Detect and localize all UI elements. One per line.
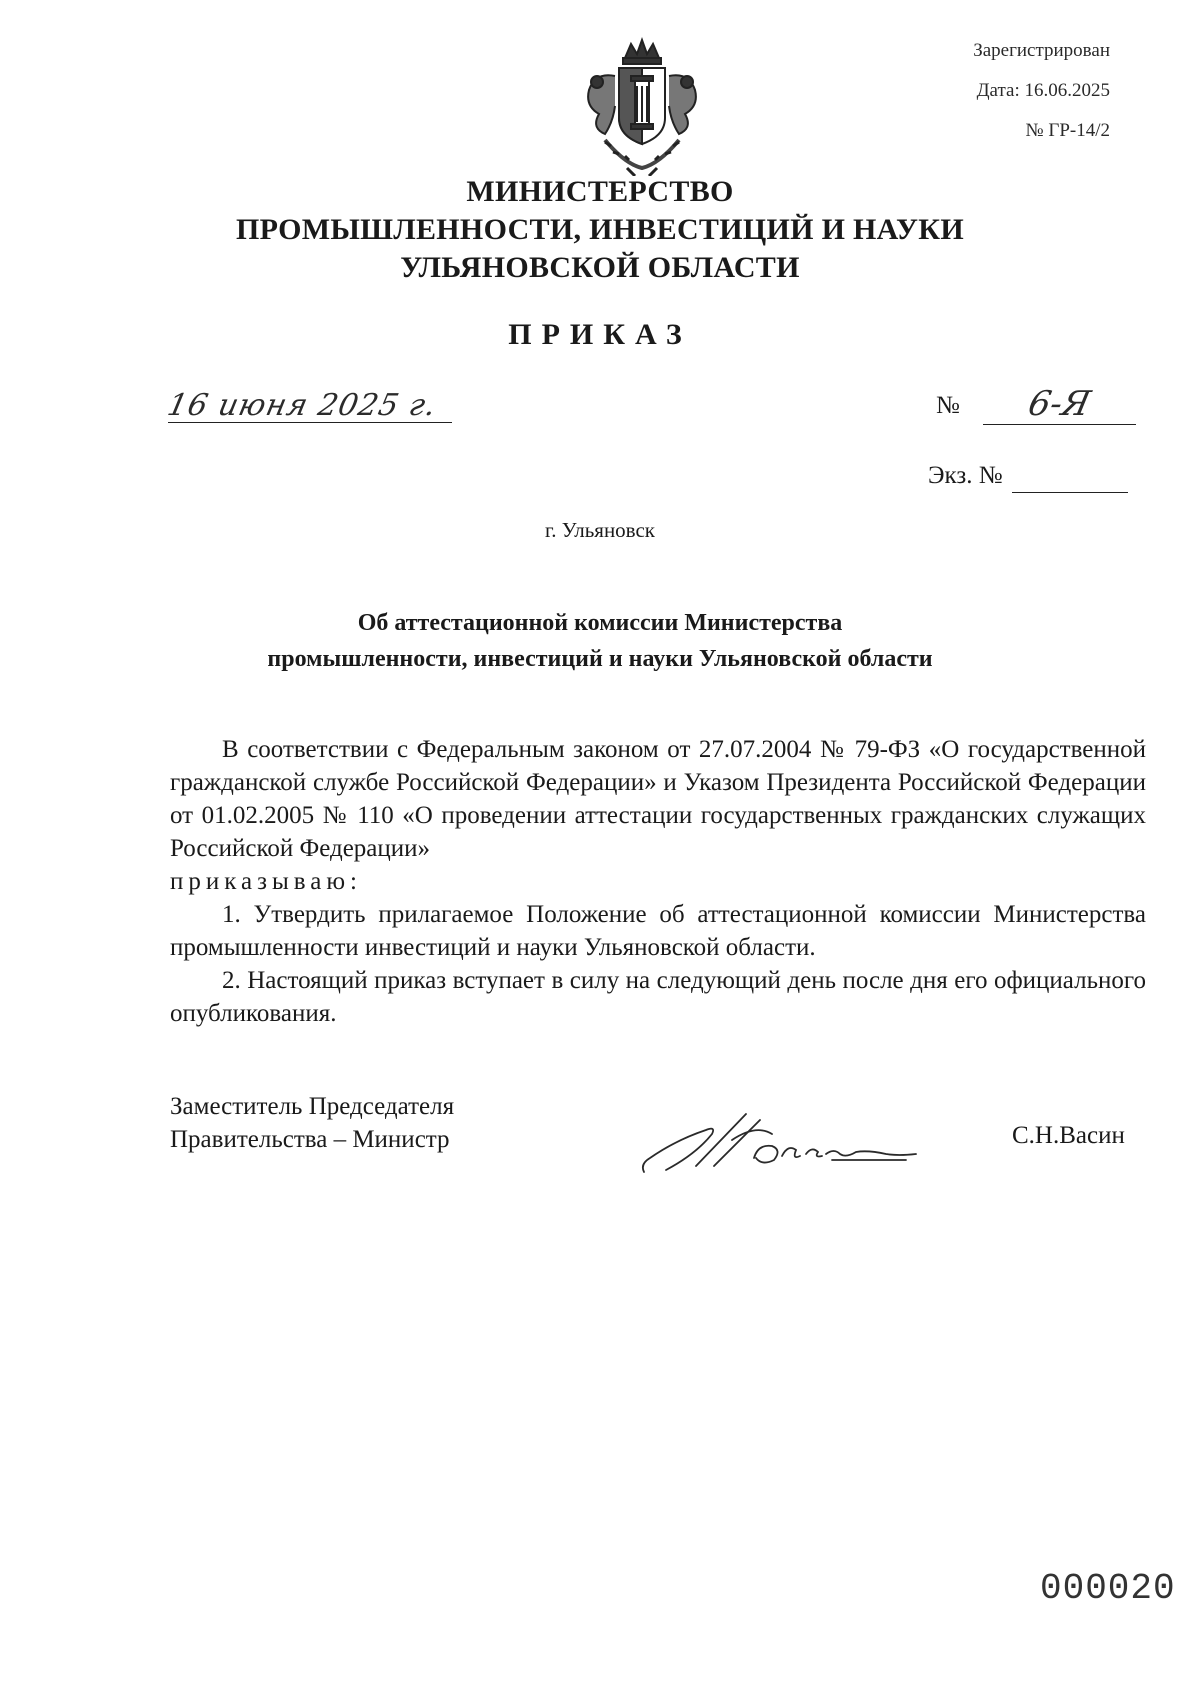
ministry-header-line1: МИНИСТЕРСТВО [466,175,734,208]
copy-number-blank [1012,462,1128,493]
order-number-text: 6-Я [1024,384,1095,424]
city-line: г. Ульяновск [544,518,655,542]
order-preamble: В соответствии с Федеральным законом от 27.07.2004 № 79-ФЗ «О государственной гражданской службе Российской Федерации» и Указом Президента Российской Федерации от 01.02.2005 № 110 «О проведении аттестации государственных гражданских служащих Российской Федерации» [170,736,1146,862]
coat-of-arms-emblem [575,36,709,176]
copy-number-label: Экз. № [928,462,1003,489]
order-number-label: № [936,392,960,419]
handwritten-signature [636,1100,936,1180]
order-date-text: 16 июня 2025 г. [164,388,440,423]
order-subject [0,605,1200,677]
document-type-title: ПРИКАЗ [508,318,692,351]
order-number-handwritten [983,384,1136,425]
order-date-handwritten [164,388,452,423]
ministry-header [0,173,1200,287]
page-number: 000020 [1040,1568,1176,1609]
copy-number-row [928,462,1003,490]
ministry-header-line3: УЛЬЯНОВСКОЙ ОБЛАСТИ [400,251,800,284]
registration-number: № ГР-14/2 [1025,120,1110,141]
registration-label: Зарегистрирован [973,40,1110,61]
order-directive: приказываю: [170,868,362,895]
order-item-2: 2. Настоящий приказ вступает в силу на следующий день после дня его официального опубликования. [170,967,1146,1027]
order-subject-line2: промышленности, инвестиций и науки Ульяновской области [267,646,933,672]
order-body [170,733,1146,1030]
signatory-name: С.Н.Васин [1012,1122,1125,1149]
signatory-title-line1: Заместитель Председателя [170,1093,455,1120]
registration-stamp [973,40,1110,142]
registration-date: Дата: 16.06.2025 [976,80,1110,101]
signatory-title [170,1090,454,1156]
order-subject-line1: Об аттестационной комиссии Министерства [357,610,843,636]
order-number-row [936,392,960,420]
order-item-1: 1. Утвердить прилагаемое Положение об аттестационной комиссии Министерства промышленности инвестиций и науки Ульяновской области. [170,901,1146,961]
ministry-header-line2: ПРОМЫШЛЕННОСТИ, ИНВЕСТИЦИЙ И НАУКИ [236,213,964,246]
signatory-title-line2: Правительства – Министр [170,1126,450,1153]
